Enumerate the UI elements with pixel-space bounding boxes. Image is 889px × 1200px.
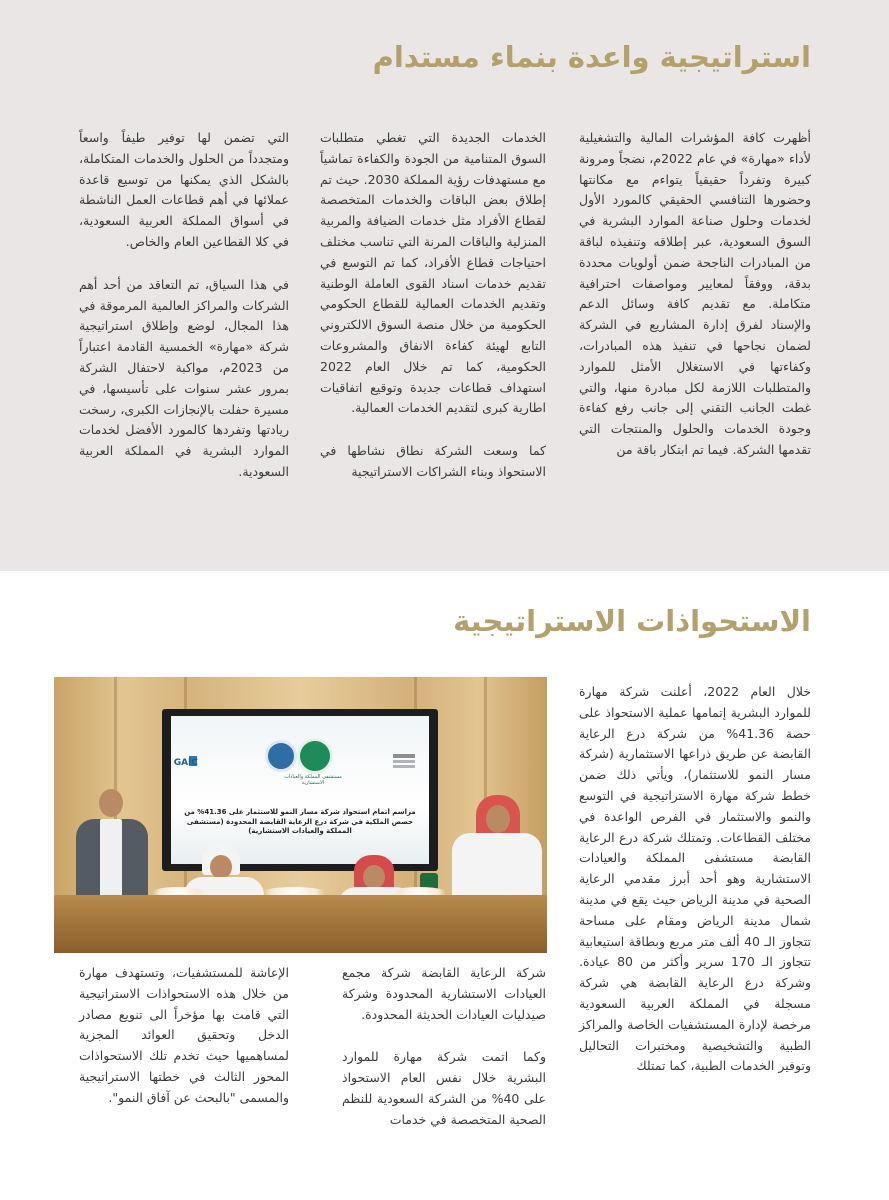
screen-caption: مراسم اتمام استحواذ شركة مسار النمو للاستثمار على 41.36% من حصص الملكية في شركة درع الرعاية القابضة المحدودة (مستشفى المملكة والعيادات الاستشارية) [184,808,416,835]
paragraph: كما وسعت الشركة نطاق نشاطها في الاستحواذ وبناء الشراكات الاستراتيجية [320,443,546,479]
paragraph: وكما اتمت شركة مهارة للموارد البشرية خلال نفس العام الاستحواذ على 40% من الشركة السعودية للنظم الصحية المتخصصة في خدمات [342,1049,546,1127]
strategy-column-left [79,128,289,483]
signing-ceremony-photo [54,677,547,953]
conference-table [54,895,547,953]
acquisitions-column-left [79,963,289,1109]
strategy-column-middle [320,128,546,483]
gaic-logo-icon [173,754,223,768]
paragraph: في هذا السياق، تم التعاقد من أحد أهم الشركات والمراكز العالمية المرموقة في هذا المجال، لوضع وإطلاق استراتيجية شركة «مهارة» الخمسية القادمة اعتباراً من 2023م، مواكبة لاحتفال الشركة بمرور عشر سنوات على تأسيسها، في مسيرة حفلت بالإنجازات الكبرى، رسخت ريادتها وتفردها كالمورد الأفضل لخدمات الموارد البشرية في المملكة العربية السعودية. [79,276,289,479]
paragraph: شركة الرعاية القابضة شركة مجمع العيادات الاستشارية المحدودة وشركة صيدليات العيادات الحديثة المحدودة. [342,965,546,1022]
shield-logo-icon [265,740,297,772]
gaic-logo-text: GAIC [173,758,198,768]
paragraph: التي تضمن لها توفير طيفاً واسعاً ومتجدداً من الحلول والخدمات المتكاملة، بالشكل الذي يمكنها من توسيع قاعدة عملائها في أهم قطاعات العمل الناشطة في أسواق المملكة العربية السعودية، في كلا القطاعين العام والخاص. [79,130,289,249]
company-logo-icon [389,752,419,772]
section-title-acquisitions: الاستحواذات الاستراتيجية [453,604,811,638]
paragraph: الإعاشة للمستشفيات، وتستهدف مهارة من خلال هذه الاستحواذات الاستراتيجية التي قامت بها مؤخراً الى تنويع مصادر الدخل وتحقيق العوائد المجزية لمساهميها حيث تخدم تلك الاستحواذات المحور الثالث في خطتها الاستراتيجية والمسمى "بالبحث عن آفاق النمو". [79,965,289,1105]
acquisitions-column-right [579,682,811,1077]
display-screen [162,709,438,871]
acquisitions-column-middle [342,963,546,1131]
section-title-strategy: استراتيجية واعدة بنماء مستدام [372,40,811,74]
hospital-logo-text: مستشفى المملكة والعيادات الاستشارية [284,774,342,786]
strategy-column-right [579,128,811,461]
palm-logo-icon [297,738,333,774]
paragraph: أظهرت كافة المؤشرات المالية والتشغيلية لأداء «مهارة» في عام 2022م، نضجاً ومرونة كبيرة وتفرداً حقيقياً يتواءم مع مكانتها وحضورها التنافسي الحقيقي كالمورد الأول لخدمات وحلول صناعة الموارد البشرية في السوق السعودية، عبر إطلاقه وتنفيذه لباقة من المبادرات الناجحة ضمن أولويات محددة بدقة، ووفقاً لمعايير ومواصفات احترافية متكاملة. مع تقديم كافة وسائل الدعم والإسناد لفرق إدارة المشاريع في الشركة لضمان نجاحها في تنفيذ هذه المبادرات، وكفاءتها في الاستغلال الأمثل للموارد والمتطلبات اللازمة لكل مبادرة منها، والتي غطت الجانب التقني إلى جانب رفع كفاءة وجودة الخدمات والحلول والمنتجات التي تقدمها الشركة. فيما تم ابتكار باقة من [579,130,811,457]
paragraph: خلال العام 2022، أعلنت شركة مهارة للموارد البشرية إتمامها عملية الاستحواذ على حصة 41.36% من شركة درع الرعاية القابضة عن طريق ذراعها الاستثمارية (شركة مسار النمو للاستثمار)، ويأتي ذلك ضمن خطط شركة مهارة الاستراتيجية في التوسع والنمو والاستثمار في الفرص الواعدة في مختلف القطاعات. وتمتلك شركة درع الرعاية القابضة مستشفى المملكة والعيادات الاستشارية وهو أحد أبرز مقدمي الرعاية الصحية في مدينة الرياض حيث يقع في مدينة شمال مدينة الرياض ومقام على مساحة تتجاوز الـ 40 ألف متر مربع وبطاقة استيعابية تتجاوز الـ 170 سرير وأكثر من 80 عيادة. وشركة درع الرعاية القابضة هي شركة مسجلة في المملكة العربية السعودية مرخصة لإدارة المستشفيات الخاصة والمراكز الطبية والتشخيصية ومختبرات التحاليل وتوفير الخدمات الطبية، كما تمتلك [579,684,811,1074]
paragraph: الخدمات الجديدة التي تغطي متطلبات السوق المتنامية من الجودة والكفاءة تماشياً مع مستهدفات رؤية المملكة 2030. حيث تم إطلاق بعض الباقات والخدمات المتخصصة لقطاع الأفراد مثل خدمات الضيافة والمربية المنزلية والباقات المرنة التي تناسب مختلف احتياجات قطاع الأفراد، كما تم التوسع في تقديم خدمات اسناد القوى العاملة الوطنية وتقديم الخدمات العمالية للقطاع الحكومي الحكومية من خلال منصة السوق الالكتروني التابع لهيئة كفاءة الانفاق والمشروعات الحكومية، كما تم خلال العام 2022 استهداف قطاعات جديدة وتوقيع اتفاقيات اطارية كبرى لتقديم الخدمات العمالية. [320,130,547,416]
